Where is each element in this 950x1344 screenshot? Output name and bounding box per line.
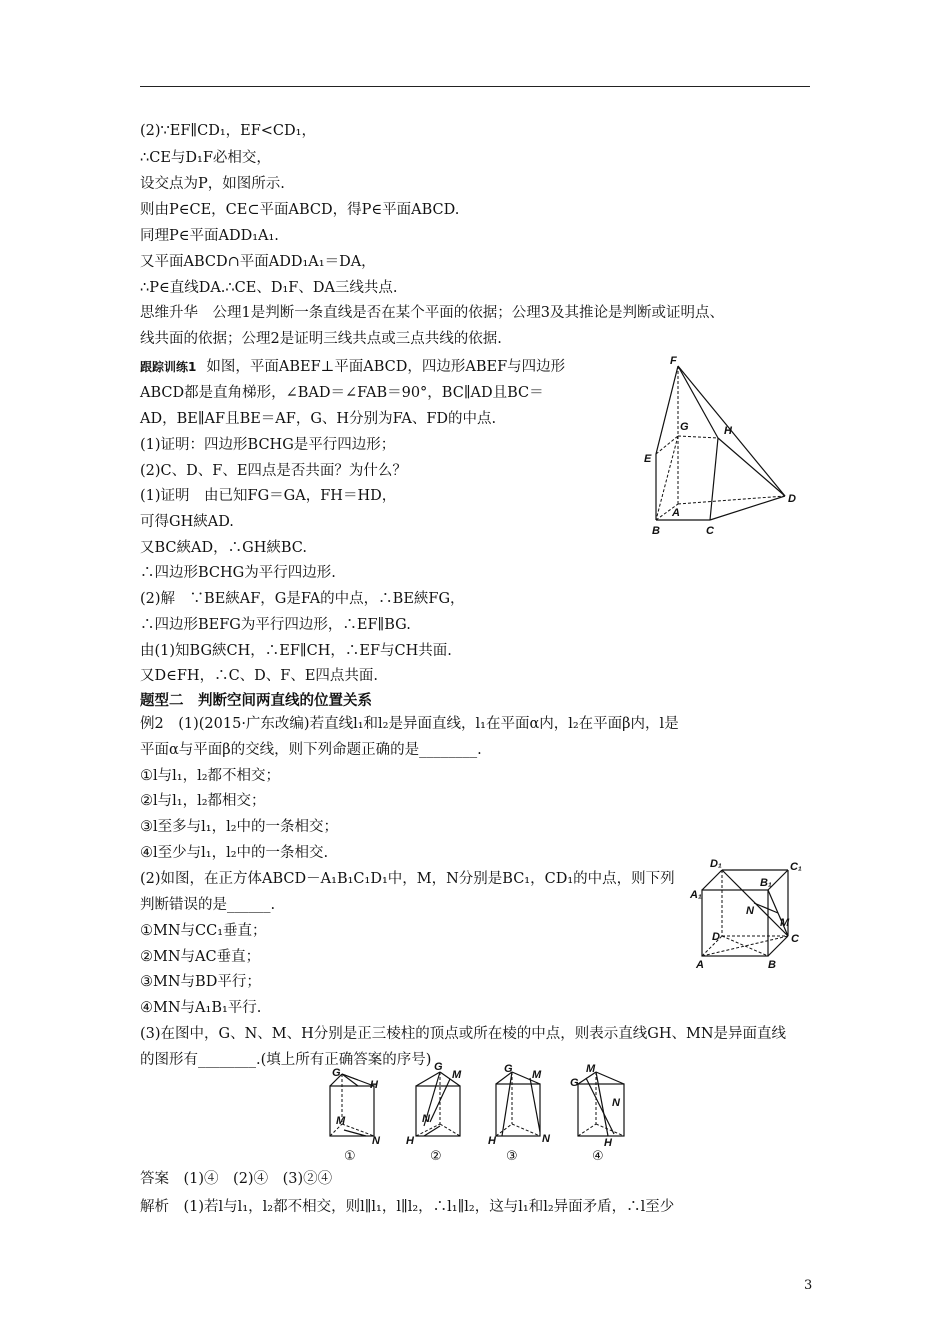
text-line: (2)解 ∵BE綊AF，G是FA的中点，∴BE綊FG， (140, 591, 465, 607)
text-line: 设交点为P，如图所示. (140, 176, 285, 192)
text-line: 同理P∈平面ADD₁A₁. (140, 228, 279, 244)
text-line: 判断错误的是______. (140, 897, 276, 913)
label-D: D (788, 493, 796, 505)
text-line: (2)∵EF∥CD₁，EF<CD₁， (140, 123, 316, 139)
text-line: (3)在图中，G、N、M、H分别是正三棱柱的顶点或所在棱的中点，则表示直线GH、MN是异面直线 (140, 1026, 787, 1042)
label-G: G (680, 421, 689, 433)
label-G: G (504, 1063, 513, 1075)
text-line: 平面α与平面β的交线，则下列命题正确的是________. (140, 742, 482, 758)
analysis-line: 解析 (1)若l与l₁，l₂都不相交，则l∥l₁，l∥l₂，∴l₁∥l₂，这与l₁和l₂异面矛盾，∴l至少 (140, 1199, 675, 1215)
label-M: M (336, 1115, 346, 1127)
label-N: N (542, 1133, 550, 1145)
header-rule (140, 86, 810, 87)
prism-caption-4: ④ (592, 1148, 604, 1163)
label-D: D (712, 931, 720, 943)
text-line: ∴四边形BCHG为平行四边形. (140, 565, 336, 581)
text-line: ④MN与A₁B₁平行. (140, 1000, 262, 1016)
label-A: A (696, 959, 704, 971)
label-N: N (422, 1113, 430, 1125)
prism-caption-2: ② (430, 1148, 442, 1163)
prism-caption-3: ③ (506, 1148, 518, 1163)
label-D1: D₁ (710, 858, 722, 870)
label-H: H (370, 1079, 378, 1091)
text-line: (2)C、D、F、E四点是否共面？为什么？ (140, 463, 407, 479)
label-N: N (372, 1135, 380, 1147)
text-line: 例2 (1)(2015·广东改编)若直线l₁和l₂是异面直线，l₁在平面α内，l₂在平面β内，l是 (140, 716, 679, 732)
label-C1: C₁ (790, 861, 802, 873)
text-line: ②l与l₁，l₂都相交； (140, 793, 266, 809)
text-line: 又BC綊AD，∴GH綊BC. (140, 540, 307, 556)
answer-line: 答案 (1)④ (2)④ (3)②④ (140, 1171, 333, 1187)
label-H: H (406, 1135, 414, 1147)
figure-prism-2 (404, 1060, 474, 1164)
training-first-line (140, 358, 565, 376)
text-line: 又平面ABCD∩平面ADD₁A₁＝DA， (140, 254, 376, 270)
label-A: A (672, 507, 680, 519)
label-N: N (612, 1097, 620, 1109)
label-G: G (434, 1061, 443, 1073)
label-C: C (706, 525, 714, 537)
figure-prism-3 (486, 1062, 556, 1164)
figure-pyramid-trapezoid (640, 352, 800, 542)
text-line: ③l至多与l₁，l₂中的一条相交； (140, 819, 339, 835)
text-line: (2)如图，在正方体ABCD－A₁B₁C₁D₁中，M，N分别是BC₁，CD₁的中点，则下列 (140, 871, 675, 887)
prism-caption-1: ① (344, 1148, 356, 1163)
text-line: ABCD都是直角梯形，∠BAD＝∠FAB＝90°，BC∥AD且BC＝ (140, 385, 544, 401)
text-line: 由(1)知BG綊CH，∴EF∥CH，∴EF与CH共面. (140, 643, 452, 659)
text-line: 又D∈FH，∴C、D、F、E四点共面. (140, 668, 379, 684)
label-F: F (670, 355, 677, 367)
text-line: 则由P∈CE，CE⊂平面ABCD，得P∈平面ABCD. (140, 202, 460, 218)
text-line: ②MN与AC垂直； (140, 949, 261, 965)
label-M: M (586, 1063, 596, 1075)
text-line: 思维升华 公理1是判断一条直线是否在某个平面的依据；公理3及其推论是判断或证明点、 (140, 305, 724, 321)
label-G: G (332, 1067, 341, 1079)
text-line: ∴四边形BEFG为平行四边形，∴EF∥BG. (140, 617, 411, 633)
label-M: M (452, 1069, 462, 1081)
label-H: H (604, 1137, 612, 1149)
section-title: 题型二 判断空间两直线的位置关系 (140, 693, 372, 709)
label-A1: A₁ (690, 889, 702, 901)
figure-cube (688, 856, 808, 971)
label-H: H (724, 425, 732, 437)
page-number: 3 (804, 1278, 813, 1293)
label-G: G (570, 1077, 579, 1089)
text-line: ∴CE与D₁F必相交， (140, 150, 271, 166)
training-text: 如图，平面ABEF⊥平面ABCD，四边形ABEF与四边形 (206, 359, 566, 375)
label-M: M (532, 1069, 542, 1081)
label-B1: B₁ (760, 877, 772, 889)
text-line: 可得GH綊AD. (140, 514, 234, 530)
label-M: M (780, 917, 790, 929)
label-B: B (768, 959, 776, 971)
training-tag: 跟踪训练1 (140, 360, 197, 374)
figure-prism-4 (566, 1062, 638, 1164)
label-N: N (746, 905, 754, 917)
text-line: ∴P∈直线DA.∴CE、D₁F、DA三线共点. (140, 280, 398, 296)
text-line: (1)证明 由已知FG＝GA，FH＝HD， (140, 488, 397, 504)
text-line: 线共面的依据；公理2是证明三线共点或三点共线的依据. (140, 331, 502, 347)
label-E: E (644, 453, 652, 465)
label-B: B (652, 525, 660, 537)
text-line: ④l至少与l₁，l₂中的一条相交. (140, 845, 329, 861)
text-line: ①l与l₁，l₂都不相交； (140, 768, 281, 784)
label-C: C (791, 933, 799, 945)
text-line: AD，BE∥AF且BE＝AF，G、H分别为FA、FD的中点. (140, 411, 497, 427)
text-line: ③MN与BD平行； (140, 974, 261, 990)
figure-prism-1 (322, 1064, 392, 1164)
text-line: ①MN与CC₁垂直； (140, 923, 267, 939)
text-line: (1)证明：四边形BCHG是平行四边形； (140, 437, 396, 453)
label-H: H (488, 1135, 496, 1147)
text-line: 的图形有________.(填上所有正确答案的序号) (140, 1052, 432, 1068)
